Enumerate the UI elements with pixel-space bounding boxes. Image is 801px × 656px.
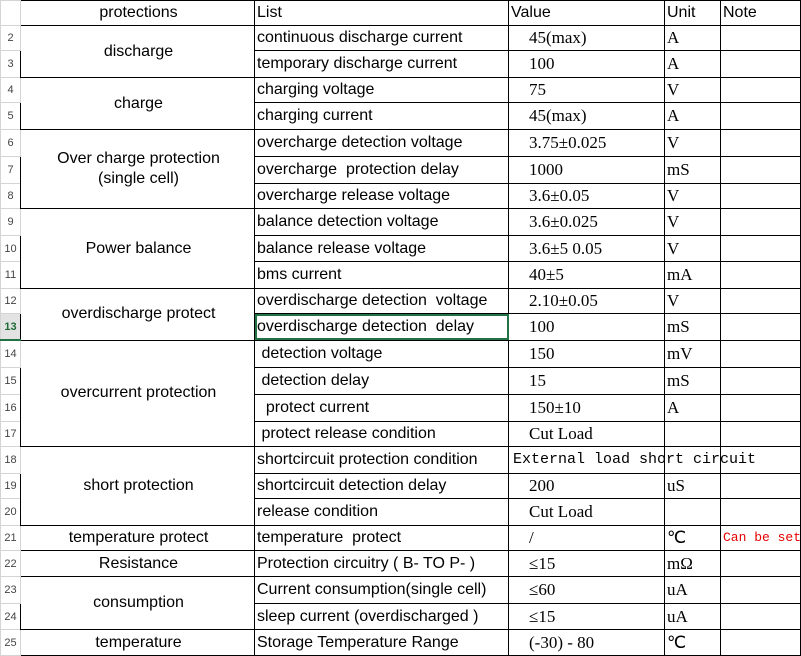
row-number[interactable]: 17 — [1, 422, 21, 447]
value-cell[interactable]: ≤15 — [509, 551, 665, 577]
unit-cell[interactable]: A — [665, 395, 721, 422]
header-list[interactable]: List — [255, 1, 509, 26]
value-cell[interactable]: Cut Load — [509, 422, 665, 447]
table-row — [1, 526, 801, 551]
value-cell[interactable]: ≤15 — [509, 604, 665, 630]
row-number[interactable]: 4 — [1, 78, 21, 103]
row-number[interactable] — [1, 1, 21, 26]
group-cell[interactable]: Resistance — [21, 551, 255, 577]
list-cell[interactable]: detection delay — [255, 368, 509, 395]
list-cell[interactable]: protect release condition — [255, 422, 509, 447]
list-cell[interactable]: release condition — [255, 499, 509, 526]
unit-cell[interactable]: uA — [665, 577, 721, 604]
list-cell[interactable]: continuous discharge current — [255, 26, 509, 51]
row-number[interactable]: 20 — [1, 499, 21, 526]
table-row — [1, 551, 801, 577]
unit-cell[interactable]: mV — [665, 340, 721, 368]
list-cell[interactable]: temporary discharge current — [255, 51, 509, 78]
note-cell[interactable] — [721, 630, 801, 656]
note-cell[interactable] — [721, 474, 801, 499]
table-row — [1, 630, 801, 656]
list-cell[interactable]: detection voltage — [255, 340, 509, 368]
list-cell[interactable]: Protection circuitry ( B- TO P- ) — [255, 551, 509, 577]
note-cell[interactable] — [721, 103, 801, 130]
list-cell[interactable]: balance detection voltage — [255, 209, 509, 236]
note-cell[interactable] — [721, 422, 801, 447]
unit-cell[interactable]: mS — [665, 368, 721, 395]
note-cell[interactable] — [721, 340, 801, 368]
value-cell[interactable]: 75 — [509, 78, 665, 103]
list-cell[interactable]: overdischarge detection delay — [255, 314, 509, 341]
row-number[interactable]: 10 — [1, 236, 21, 262]
note-cell[interactable] — [721, 499, 801, 526]
group-cell[interactable]: temperature protect — [21, 526, 255, 551]
header-row — [1, 1, 801, 26]
value-cell[interactable]: 3.6±0.025 — [509, 209, 665, 236]
row-number[interactable]: 3 — [1, 51, 21, 78]
row-number[interactable]: 25 — [1, 630, 21, 656]
list-cell[interactable]: overcharge detection voltage — [255, 130, 509, 157]
value-cell[interactable]: ≤60 — [509, 577, 665, 604]
note-cell[interactable] — [721, 26, 801, 51]
table-row — [1, 209, 801, 236]
row-number[interactable]: 11 — [1, 262, 21, 289]
unit-cell[interactable]: uA — [665, 604, 721, 630]
unit-cell[interactable]: V — [665, 78, 721, 103]
value-cell[interactable]: 3.6±5 0.05 — [509, 236, 665, 262]
value-cell[interactable]: 200 — [509, 474, 665, 499]
header-protections[interactable]: protections — [21, 1, 255, 26]
value-cell[interactable]: 45(max) — [509, 103, 665, 130]
list-cell[interactable]: overcharge protection delay — [255, 157, 509, 184]
row-number[interactable]: 15 — [1, 368, 21, 395]
value-cell[interactable]: 1000 — [509, 157, 665, 184]
note-cell[interactable] — [721, 551, 801, 577]
row-number[interactable]: 14 — [1, 340, 21, 368]
unit-cell[interactable]: ℃ — [665, 526, 721, 551]
value-cell[interactable]: 3.75±0.025 — [509, 130, 665, 157]
value-cell[interactable]: (-30) - 80 — [509, 630, 665, 656]
value-cell[interactable]: Cut Load — [509, 499, 665, 526]
unit-cell[interactable] — [665, 422, 721, 447]
list-cell[interactable]: shortcircuit protection condition — [255, 447, 509, 474]
row-number[interactable]: 8 — [1, 184, 21, 209]
group-cell[interactable]: overdischarge protect — [21, 289, 255, 341]
unit-cell[interactable]: V — [665, 289, 721, 314]
group-cell[interactable]: Over charge protection (single cell) — [21, 130, 255, 209]
note-cell[interactable]: Can be set — [721, 526, 801, 551]
table-row — [1, 26, 801, 51]
list-cell[interactable]: charging voltage — [255, 78, 509, 103]
row-number[interactable]: 7 — [1, 157, 21, 184]
unit-cell[interactable]: uS — [665, 474, 721, 499]
row-number[interactable]: 22 — [1, 551, 21, 577]
unit-cell[interactable]: V — [665, 236, 721, 262]
note-cell[interactable] — [721, 51, 801, 78]
group-cell[interactable]: charge — [21, 78, 255, 130]
group-cell[interactable]: short protection — [21, 447, 255, 526]
list-cell[interactable]: Current consumption(single cell) — [255, 577, 509, 604]
unit-cell[interactable]: ℃ — [665, 630, 721, 656]
value-cell[interactable]: 45(max) — [509, 26, 665, 51]
note-cell[interactable] — [721, 289, 801, 314]
table-row — [1, 340, 801, 368]
row-number[interactable]: 21 — [1, 526, 21, 551]
list-cell[interactable]: bms current — [255, 262, 509, 289]
note-cell[interactable] — [721, 157, 801, 184]
note-cell[interactable] — [721, 604, 801, 630]
group-cell[interactable]: Power balance — [21, 209, 255, 289]
table-row — [1, 447, 801, 474]
list-cell[interactable]: temperature protect — [255, 526, 509, 551]
row-number[interactable]: 16 — [1, 395, 21, 422]
group-cell[interactable]: discharge — [21, 26, 255, 78]
value-cell[interactable]: / — [509, 526, 665, 551]
list-cell[interactable]: overdischarge detection voltage — [255, 289, 509, 314]
value-cell[interactable]: 2.10±0.05 — [509, 289, 665, 314]
value-cell[interactable]: 3.6±0.05 — [509, 184, 665, 209]
list-cell[interactable]: shortcircuit detection delay — [255, 474, 509, 499]
header-unit[interactable]: Unit — [665, 1, 721, 26]
value-cell[interactable]: 100 — [509, 51, 665, 78]
unit-cell[interactable] — [665, 499, 721, 526]
unit-cell[interactable]: mA — [665, 262, 721, 289]
unit-cell[interactable]: mS — [665, 314, 721, 341]
row-number[interactable]: 18 — [1, 447, 21, 474]
table-row — [1, 130, 801, 157]
note-cell[interactable] — [721, 577, 801, 604]
row-number[interactable]: 9 — [1, 209, 21, 236]
note-cell[interactable] — [721, 236, 801, 262]
value-cell[interactable]: 150 — [509, 340, 665, 368]
unit-cell[interactable]: V — [665, 209, 721, 236]
list-cell[interactable]: balance release voltage — [255, 236, 509, 262]
value-cell[interactable]: External load short circuit — [509, 447, 665, 474]
row-number[interactable]: 6 — [1, 130, 21, 157]
note-cell[interactable] — [721, 184, 801, 209]
row-number[interactable]: 12 — [1, 289, 21, 314]
row-number[interactable]: 13 — [1, 314, 21, 341]
group-cell[interactable]: consumption — [21, 577, 255, 630]
value-cell[interactable]: 150±10 — [509, 395, 665, 422]
note-cell[interactable] — [721, 130, 801, 157]
list-cell[interactable]: charging current — [255, 103, 509, 130]
list-cell[interactable]: Storage Temperature Range — [255, 630, 509, 656]
value-cell[interactable]: 40±5 — [509, 262, 665, 289]
note-cell[interactable] — [721, 368, 801, 395]
note-cell[interactable] — [721, 209, 801, 236]
group-cell[interactable]: overcurrent protection — [21, 340, 255, 447]
row-number[interactable]: 24 — [1, 604, 21, 630]
header-value[interactable]: Value — [509, 1, 665, 26]
list-cell[interactable]: overcharge release voltage — [255, 184, 509, 209]
header-note[interactable]: Note — [721, 1, 801, 26]
unit-cell[interactable]: A — [665, 26, 721, 51]
list-cell[interactable]: protect current — [255, 395, 509, 422]
note-cell[interactable] — [721, 78, 801, 103]
unit-cell[interactable]: mΩ — [665, 551, 721, 577]
unit-cell[interactable]: mS — [665, 157, 721, 184]
unit-cell[interactable]: V — [665, 184, 721, 209]
row-number[interactable]: 5 — [1, 103, 21, 130]
note-cell[interactable] — [721, 262, 801, 289]
row-number[interactable]: 19 — [1, 474, 21, 499]
note-cell[interactable] — [721, 314, 801, 341]
value-cell[interactable]: 100 — [509, 314, 665, 341]
list-cell[interactable]: sleep current (overdischarged ) — [255, 604, 509, 630]
table-row — [1, 78, 801, 103]
value-cell[interactable]: 15 — [509, 368, 665, 395]
unit-cell[interactable]: A — [665, 51, 721, 78]
table-row — [1, 577, 801, 604]
unit-cell[interactable]: V — [665, 130, 721, 157]
note-cell[interactable] — [721, 395, 801, 422]
table-row — [1, 289, 801, 314]
group-cell[interactable]: temperature — [21, 630, 255, 656]
unit-cell[interactable]: A — [665, 103, 721, 130]
row-number[interactable]: 2 — [1, 26, 21, 51]
row-number[interactable]: 23 — [1, 577, 21, 604]
